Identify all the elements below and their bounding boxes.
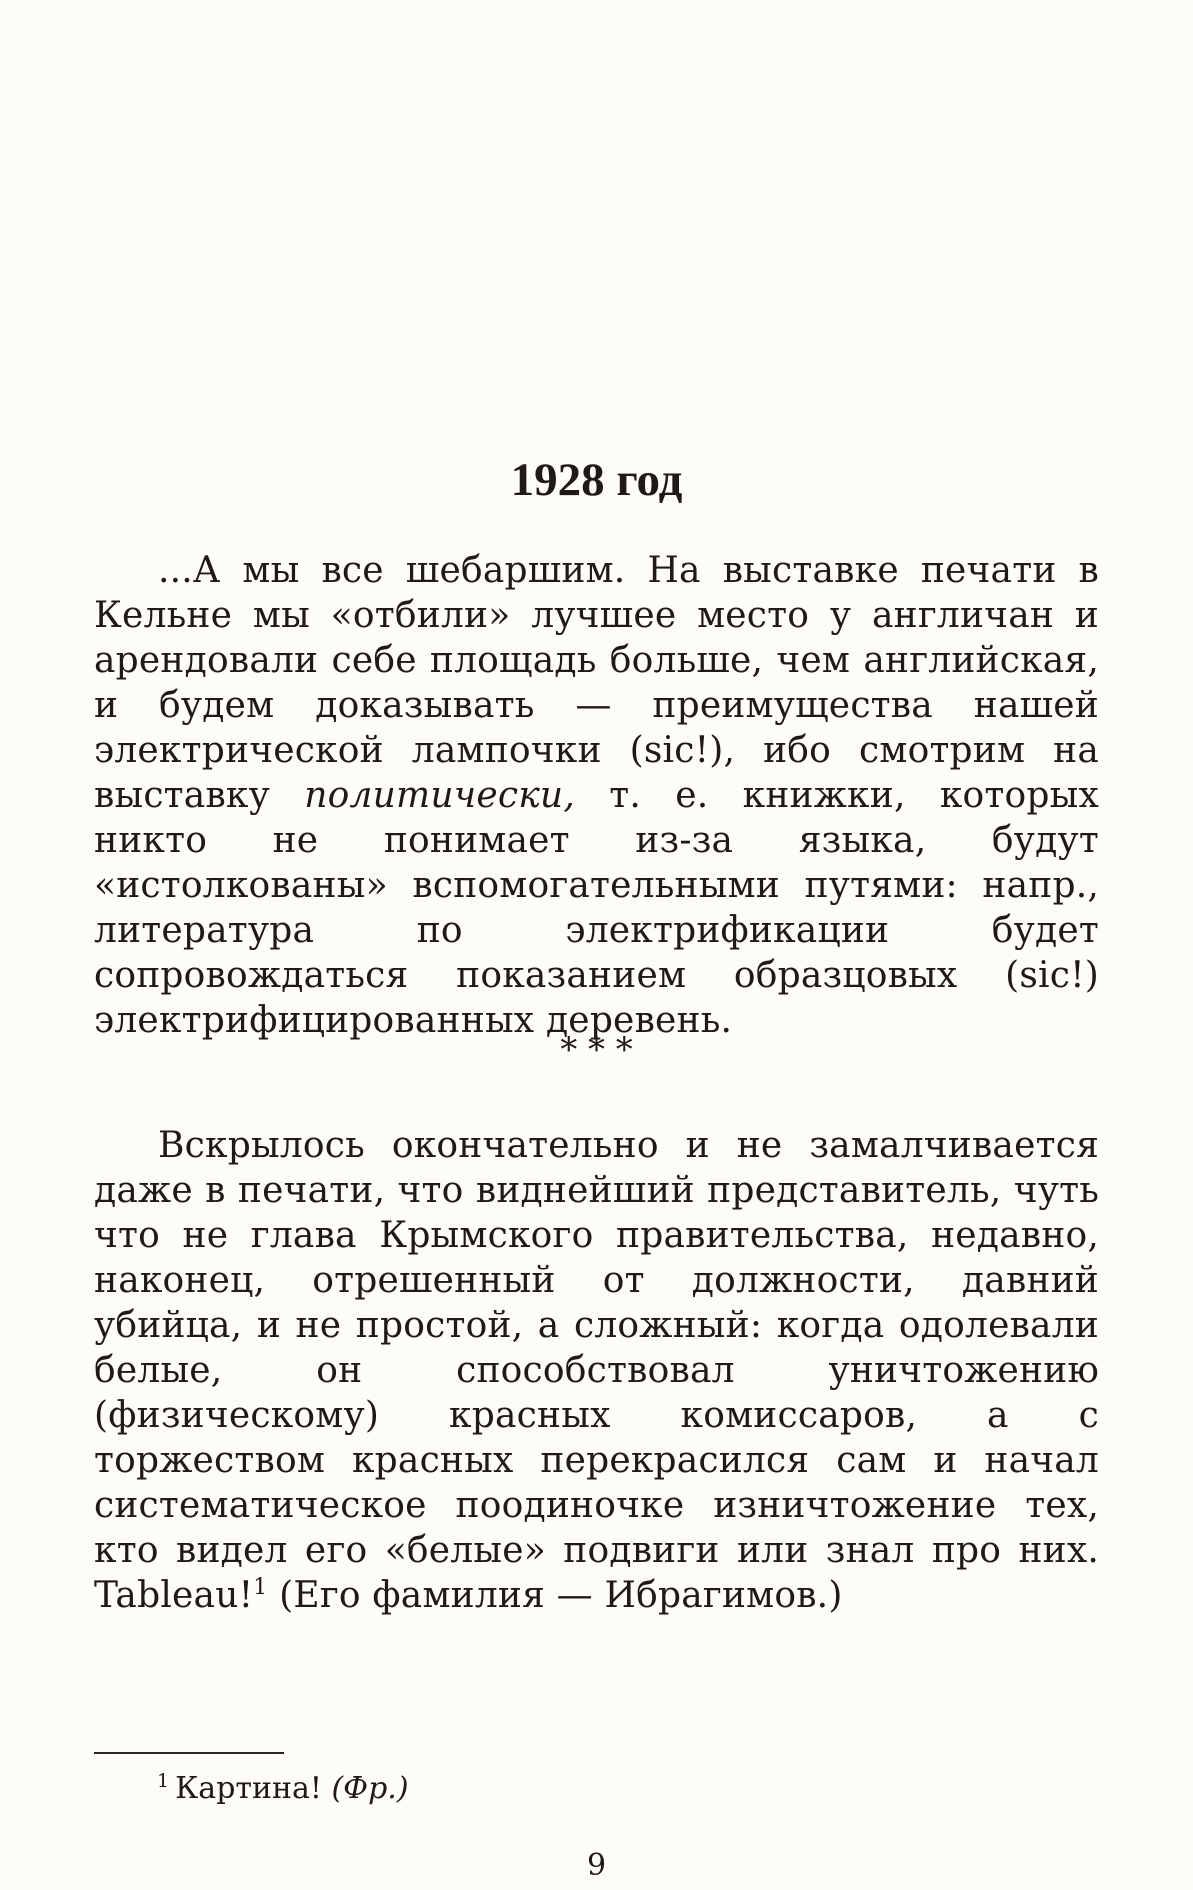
footnote-divider [94,1752,284,1754]
paragraph-2-text-b: (Его фамилия — Ибрагимов.) [267,1575,843,1616]
page-number: 9 [586,1848,607,1883]
footnote-marker: 1 [157,1770,170,1792]
paragraph-1-text-a: ...А мы все шебаршим. На выставке печати в Кельне мы «отбили» лучшее место у англичан и арендовали себе площадь больше, чем английская, и будем доказывать — преимущества нашей электрической лампочки (sic!), ибо смотрим на выставку [94,550,1099,816]
footnote [157,1770,409,1808]
paragraph-1-text-b: т. е. книжки, которых никто не понимает из-за языка, будут «истолкованы» вспомогательными путями: напр., литература по электрификации будет сопровождаться показанием образцовых (sic!) электрифицированных деревень. [94,775,1100,1041]
footnote-text: Картина! [175,1771,332,1806]
paragraph-2-text-a: Вскрылось окончательно и не замалчивается даже в печати, что виднейший представитель, чуть что не глава Крымского правительства, недавно, наконец, отрешенный от должности, давний убийца, и не простой, а сложный: когда одолевали белые, он способствовал уничтожению (физическому) красных комиссаров, а с торжеством красных перекрасился сам и начал систематическое поодиночке изничтожение тех, кто видел его «белые» подвиги или знал про них. Tableau! [94,1125,1099,1616]
footnote-emphasis: (Фр.) [331,1771,409,1806]
section-separator: * * * [560,1030,633,1070]
paragraph-1-emphasis: политически, [304,775,575,816]
chapter-title: 1928 год [510,454,683,506]
paragraph-1 [94,548,1099,1043]
footnote-reference[interactable]: 1 [253,1575,268,1600]
paragraph-2 [94,1123,1099,1618]
